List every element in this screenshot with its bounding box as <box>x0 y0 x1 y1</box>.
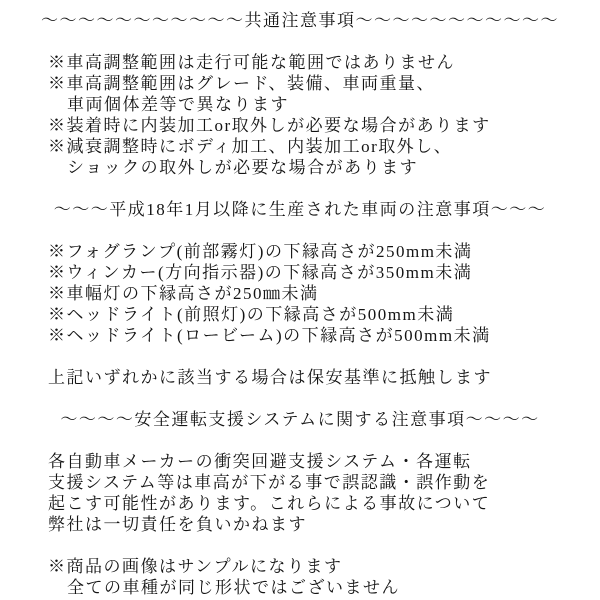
sample-image-disclaimer-continuation: 全ての車種が同じ形状ではございません <box>67 578 400 597</box>
notice-line: ※減衰調整時にボディ加工、内装加工or取外し、 <box>48 137 453 156</box>
spacer <box>0 31 600 52</box>
notice-line: ※フォグランプ(前部霧灯)の下縁高さが250mm未満 <box>48 242 473 261</box>
section-heading-post-heisei18-vehicles: ～～～平成18年1月以降に生産された車両の注意事項～～～ <box>53 200 547 219</box>
sample-image-disclaimer: ※商品の画像はサンプルになります <box>48 557 343 576</box>
spacer <box>0 430 600 451</box>
spacer <box>0 346 600 367</box>
safety-standard-warning: 上記いずれかに該当する場合は保安基準に抵触します <box>48 368 492 387</box>
spacer <box>0 388 600 409</box>
notice-line: ※車幅灯の下縁高さが250㎜未満 <box>48 284 319 303</box>
notice-line: ※ヘッドライト(ロービーム)の下縁高さが500mm未満 <box>48 326 491 345</box>
notice-line: 支援システム等は車高が下がる事で誤認識・誤作動を <box>48 473 491 492</box>
spacer <box>0 220 600 241</box>
section-heading-driver-assist-systems: ～～～～安全運転支援システムに関する注意事項～～～～ <box>60 410 540 429</box>
notice-line: 起こす可能性があります。これらによる事故について <box>48 494 491 513</box>
notice-line: ※ウィンカー(方向指示器)の下縁高さが350mm未満 <box>48 263 473 282</box>
notice-line-continuation: ショックの取外しが必要な場合があります <box>67 158 419 177</box>
notice-line: ※装着時に内装加工or取外しが必要な場合があります <box>48 116 491 135</box>
spacer <box>0 535 600 556</box>
spacer <box>0 178 600 199</box>
section-heading-common-notes: ～～～～～～～～～～～共通注意事項～～～～～～～～～～～ <box>41 11 559 30</box>
notice-line: ※車高調整範囲はグレード、装備、車両重量、 <box>48 74 435 93</box>
notice-line: ※車高調整範囲は走行可能な範囲ではありません <box>48 53 455 72</box>
notice-line: 各自動車メーカーの衝突回避支援システム・各運転 <box>48 452 472 471</box>
notice-line: 弊社は一切責任を負いかねます <box>48 515 307 534</box>
notice-line-continuation: 車両個体差等で異なります <box>67 95 289 114</box>
notice-line: ※ヘッドライト(前照灯)の下縁高さが500mm未満 <box>48 305 455 324</box>
